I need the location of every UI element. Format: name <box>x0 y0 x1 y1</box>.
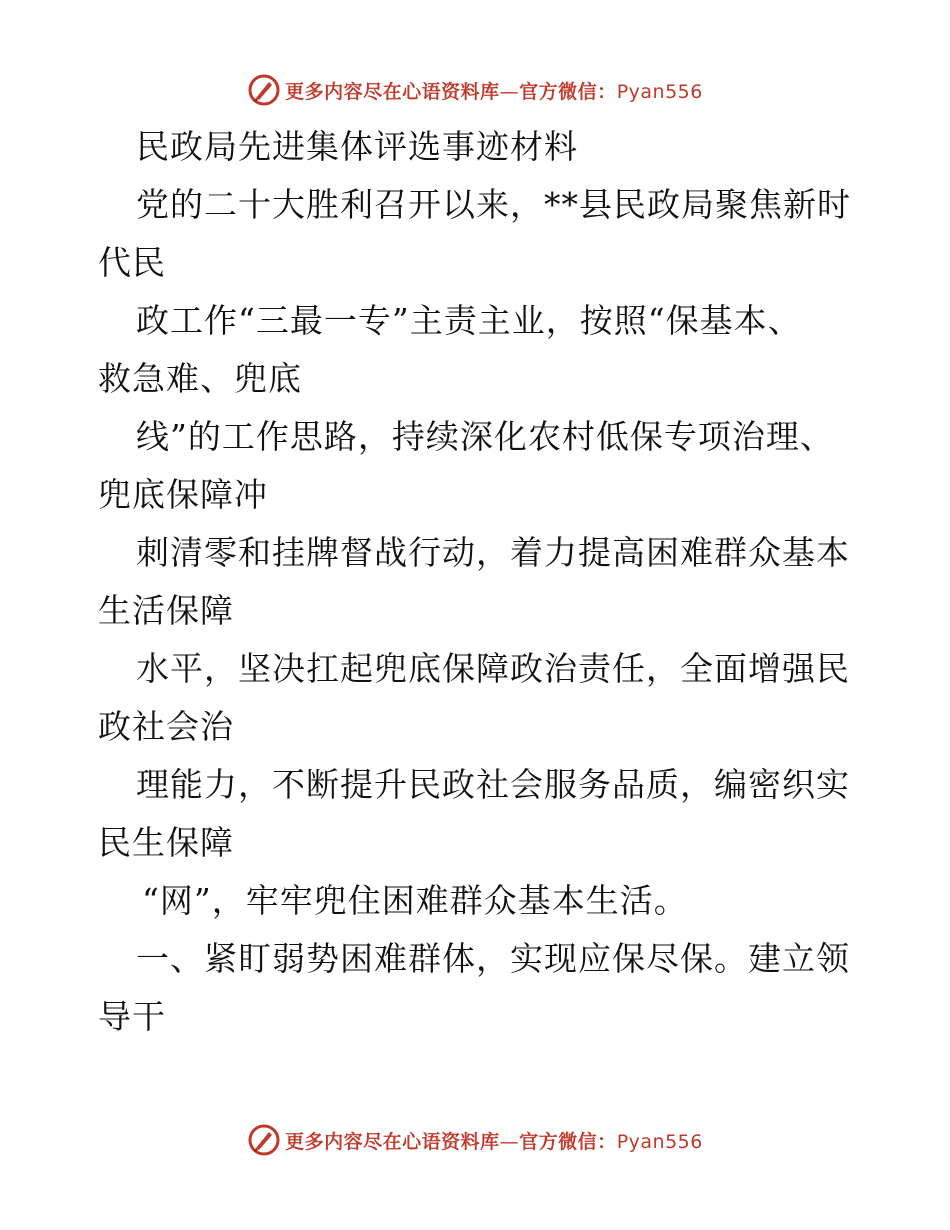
paragraph-line: 刺清零和挂牌督战行动，着力提高困难群众基本 <box>136 533 850 572</box>
header-watermark <box>0 70 950 110</box>
paragraph-line: 救急难、兜底 <box>98 359 302 398</box>
paragraph-line: 党的二十大胜利召开以来，**县民政局聚焦新时 <box>136 185 851 224</box>
quill-logo-icon <box>247 73 281 107</box>
quill-logo-icon <box>247 1123 281 1157</box>
paragraph-line: “网”，牢牢兜住困难群众基本生活。 <box>142 881 688 920</box>
paragraph-line: 兜底保障冲 <box>98 475 268 514</box>
paragraph-line: 导干 <box>98 997 166 1036</box>
paragraph-line: 理能力，不断提升民政社会服务品质，编密织实 <box>136 765 850 804</box>
paragraph-line: 民生保障 <box>98 823 234 862</box>
document-title: 民政局先进集体评选事迹材料 <box>136 127 578 166</box>
paragraph-line: 生活保障 <box>98 591 234 630</box>
watermark-text: 更多内容尽在心语资料库—官方微信：Pyan556 <box>285 1130 703 1153</box>
paragraph-line: 水平，坚决扛起兜底保障政治责任，全面增强民 <box>136 649 850 688</box>
paragraph-line: 政工作“三最一专”主责主业，按照“保基本、 <box>136 301 802 340</box>
footer-watermark <box>0 1120 950 1160</box>
document-body <box>98 118 858 1046</box>
paragraph-line: 代民 <box>98 243 166 282</box>
section-heading-line: 一、紧盯弱势困难群体，实现应保尽保。建立领 <box>136 939 850 978</box>
paragraph-line: 政社会治 <box>98 707 234 746</box>
watermark-text: 更多内容尽在心语资料库—官方微信：Pyan556 <box>285 80 703 103</box>
paragraph-line: 线”的工作思路，持续深化农村低保专项治理、 <box>136 417 834 456</box>
